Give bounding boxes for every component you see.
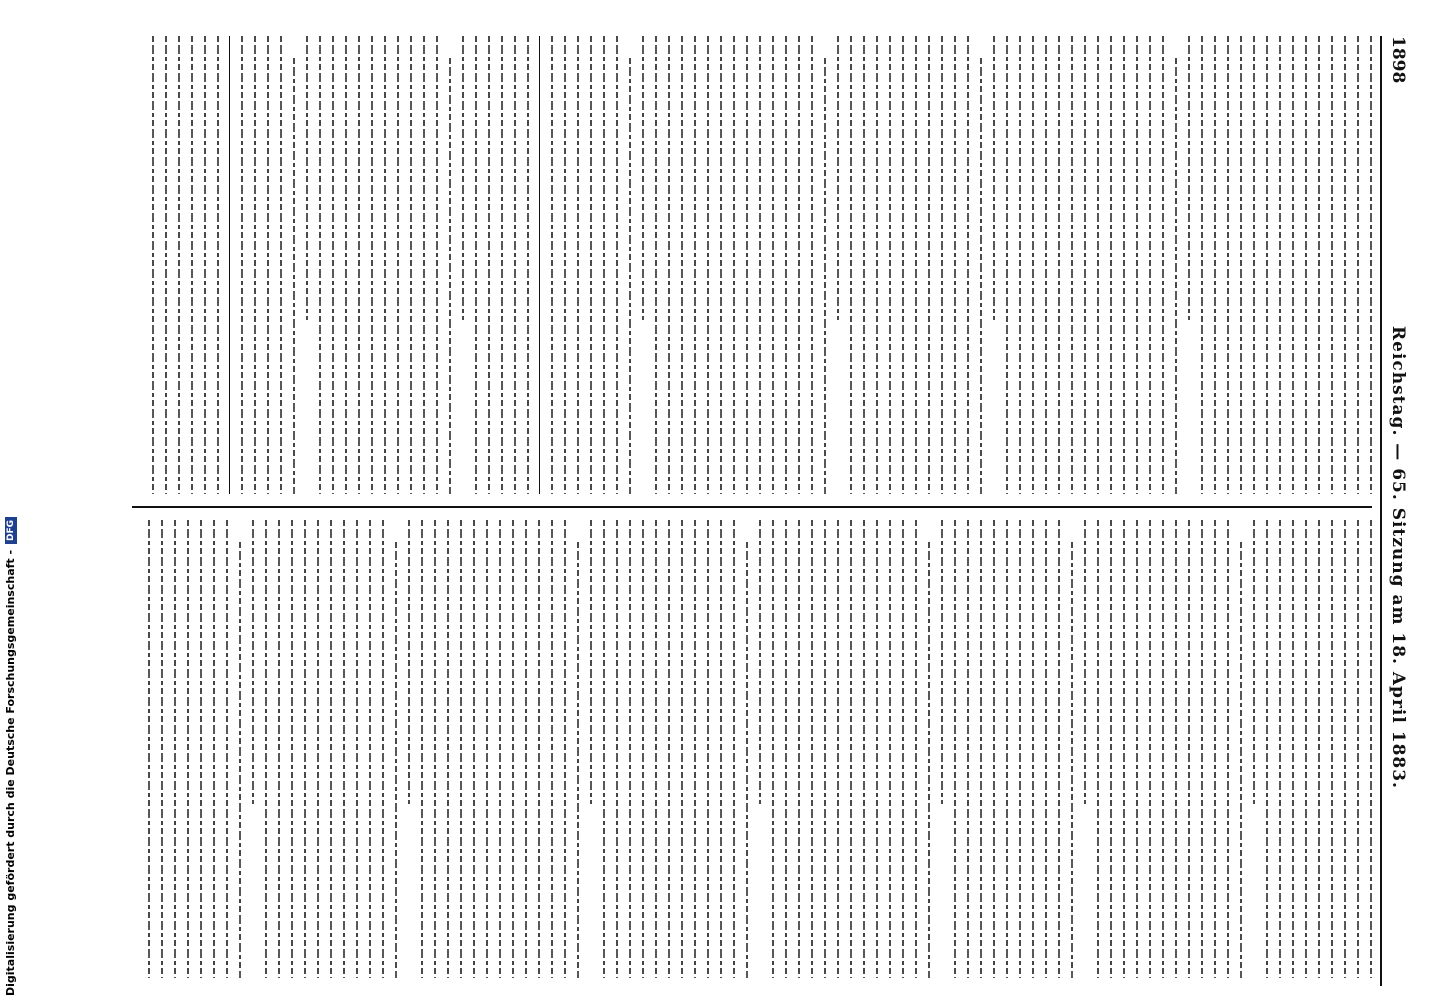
text-line [317, 520, 319, 978]
text-line [1279, 520, 1281, 978]
text-line [824, 520, 826, 978]
text-line [213, 520, 215, 978]
text-line [291, 520, 293, 978]
text-line [785, 520, 787, 978]
text-line [967, 36, 969, 494]
text-line [1110, 36, 1112, 494]
text-line [1058, 36, 1060, 494]
text-line [447, 520, 449, 978]
text-line [512, 520, 514, 978]
text-line [278, 520, 280, 978]
text-line [863, 520, 865, 978]
text-line [1110, 520, 1112, 978]
text-line [371, 36, 373, 494]
text-line [1162, 36, 1164, 494]
text-line [280, 36, 282, 494]
text-line [1253, 36, 1255, 494]
text-line [876, 36, 878, 494]
text-line [733, 520, 735, 978]
text-line [590, 36, 592, 494]
credit-text: Digitalisierung gefördert durch die Deutsche Forschungsgemeinschaft - [4, 549, 17, 996]
text-line [501, 36, 503, 494]
text-line [1045, 36, 1047, 494]
text-line [293, 58, 295, 494]
text-line [395, 542, 397, 978]
text-line [1214, 520, 1216, 978]
text-line [915, 520, 917, 978]
section-rule [539, 36, 540, 494]
text-line [356, 520, 358, 978]
text-line [514, 36, 516, 494]
text-line [1240, 36, 1242, 494]
text-line [254, 36, 256, 494]
text-line [564, 36, 566, 494]
text-line [642, 520, 644, 978]
text-line [863, 36, 865, 494]
text-line [837, 36, 839, 320]
text-line [954, 520, 956, 978]
text-line [1344, 36, 1346, 494]
text-line [603, 36, 605, 494]
text-line [837, 520, 839, 978]
text-column-left [132, 36, 1372, 494]
text-line [681, 520, 683, 978]
text-line [733, 36, 735, 494]
text-line [720, 36, 722, 494]
text-line [1149, 520, 1151, 978]
text-line [707, 36, 709, 494]
text-line [928, 36, 930, 494]
text-line [1084, 36, 1086, 494]
text-line [1370, 520, 1372, 978]
text-line [616, 520, 618, 978]
text-line [941, 520, 943, 804]
text-line [941, 36, 943, 494]
text-line [746, 542, 748, 978]
text-line [217, 36, 219, 494]
text-line [200, 520, 202, 978]
text-line [1201, 520, 1203, 978]
text-line [462, 36, 464, 320]
text-line [551, 36, 553, 494]
text-line [1305, 520, 1307, 978]
column-divider [132, 506, 1372, 508]
text-line [850, 36, 852, 494]
text-line [1253, 520, 1255, 804]
text-line [1279, 36, 1281, 494]
page-number: 1898 [1388, 36, 1408, 84]
text-line [876, 520, 878, 978]
text-line [1123, 520, 1125, 978]
text-line [1175, 58, 1177, 494]
text-line [265, 520, 267, 978]
text-line [1357, 520, 1359, 978]
digitization-credit [4, 517, 17, 996]
text-line [1006, 520, 1008, 978]
text-line [993, 520, 995, 978]
text-column-right [132, 520, 1372, 978]
text-line [694, 520, 696, 978]
text-line [174, 520, 176, 978]
text-line [267, 36, 269, 494]
text-line [551, 520, 553, 978]
text-line [759, 520, 761, 804]
text-line [577, 542, 579, 978]
text-line [1006, 36, 1008, 494]
text-line [475, 36, 477, 494]
text-line [668, 36, 670, 494]
text-line [499, 520, 501, 978]
text-line [915, 36, 917, 494]
text-line [1058, 520, 1060, 978]
text-line [148, 520, 150, 978]
text-line [460, 520, 462, 978]
text-line [252, 520, 254, 804]
text-line [798, 36, 800, 494]
text-line [1084, 520, 1086, 804]
text-line [655, 36, 657, 494]
text-line [1032, 36, 1034, 494]
session-title: Reichstag. — 65. Sitzung am 18. April 1883. [1388, 326, 1408, 789]
text-line [1136, 520, 1138, 978]
text-line [408, 520, 410, 804]
text-line [239, 542, 241, 978]
text-line [1123, 36, 1125, 494]
text-line [369, 520, 371, 978]
text-line [397, 36, 399, 494]
text-line [993, 36, 995, 320]
text-line [332, 36, 334, 494]
text-line [226, 520, 228, 978]
text-line [1227, 36, 1229, 494]
text-line [577, 36, 579, 494]
text-line [486, 520, 488, 978]
text-line [798, 520, 800, 978]
text-line [1097, 520, 1099, 978]
text-line [1292, 520, 1294, 978]
text-line [1188, 36, 1190, 320]
text-line [811, 36, 813, 494]
text-line [1136, 36, 1138, 494]
text-line [358, 36, 360, 494]
text-line [1370, 36, 1372, 494]
text-line [1071, 36, 1073, 494]
text-line [1032, 520, 1034, 978]
text-line [241, 36, 243, 494]
text-line [152, 36, 154, 494]
text-line [1071, 542, 1073, 978]
text-line [967, 520, 969, 978]
text-line [423, 36, 425, 494]
text-line [980, 58, 982, 494]
text-line [1214, 36, 1216, 494]
text-line [1175, 520, 1177, 978]
text-line [928, 542, 930, 978]
text-line [306, 36, 308, 320]
text-line [1162, 520, 1164, 978]
running-header [1382, 36, 1412, 986]
text-line [187, 520, 189, 978]
text-line [1344, 520, 1346, 978]
text-line [421, 520, 423, 978]
text-line [204, 36, 206, 494]
text-line [1305, 36, 1307, 494]
text-line [759, 36, 761, 494]
text-line [603, 520, 605, 978]
text-line [384, 36, 386, 494]
text-line [954, 36, 956, 494]
text-line [449, 58, 451, 494]
text-line [824, 58, 826, 494]
text-line [488, 36, 490, 494]
text-line [161, 520, 163, 978]
text-line [1019, 520, 1021, 978]
text-line [681, 36, 683, 494]
text-line [178, 36, 180, 494]
text-line [1331, 520, 1333, 978]
header-rule [1380, 36, 1382, 986]
text-line [525, 520, 527, 978]
text-line [1201, 36, 1203, 494]
text-line [902, 520, 904, 978]
text-line [1045, 520, 1047, 978]
text-line [980, 520, 982, 978]
text-line [616, 36, 618, 494]
text-line [345, 36, 347, 494]
text-line [564, 520, 566, 978]
text-line [772, 520, 774, 978]
text-line [746, 36, 748, 494]
text-line [330, 520, 332, 978]
section-rule [229, 36, 230, 494]
text-line [436, 36, 438, 494]
text-line [1188, 520, 1190, 978]
text-line [629, 520, 631, 978]
text-line [629, 58, 631, 494]
text-line [191, 36, 193, 494]
text-line [1240, 542, 1242, 978]
text-line [1227, 520, 1229, 978]
text-line [1318, 36, 1320, 494]
text-line [720, 520, 722, 978]
text-line [707, 520, 709, 978]
text-line [1331, 36, 1333, 494]
text-line [1266, 520, 1268, 978]
text-line [1149, 36, 1151, 494]
text-line [319, 36, 321, 494]
text-line [473, 520, 475, 978]
text-line [655, 520, 657, 978]
text-line [382, 520, 384, 978]
text-line [785, 36, 787, 494]
text-line [538, 520, 540, 978]
text-line [889, 36, 891, 494]
text-line [590, 520, 592, 804]
text-line [1357, 36, 1359, 494]
text-line [1266, 36, 1268, 494]
text-line [1292, 36, 1294, 494]
text-line [343, 520, 345, 978]
text-line [1097, 36, 1099, 494]
document-page [112, 36, 1412, 986]
text-line [811, 520, 813, 978]
dfg-logo: DFG [5, 517, 17, 544]
text-line [694, 36, 696, 494]
text-line [1318, 520, 1320, 978]
text-line [850, 520, 852, 978]
text-line [527, 36, 529, 494]
text-line [1019, 36, 1021, 494]
text-line [304, 520, 306, 978]
text-line [889, 520, 891, 978]
text-line [772, 36, 774, 494]
text-line [668, 520, 670, 978]
text-line [642, 36, 644, 320]
text-line [434, 520, 436, 978]
text-line [902, 36, 904, 494]
text-line [410, 36, 412, 494]
text-line [165, 36, 167, 494]
